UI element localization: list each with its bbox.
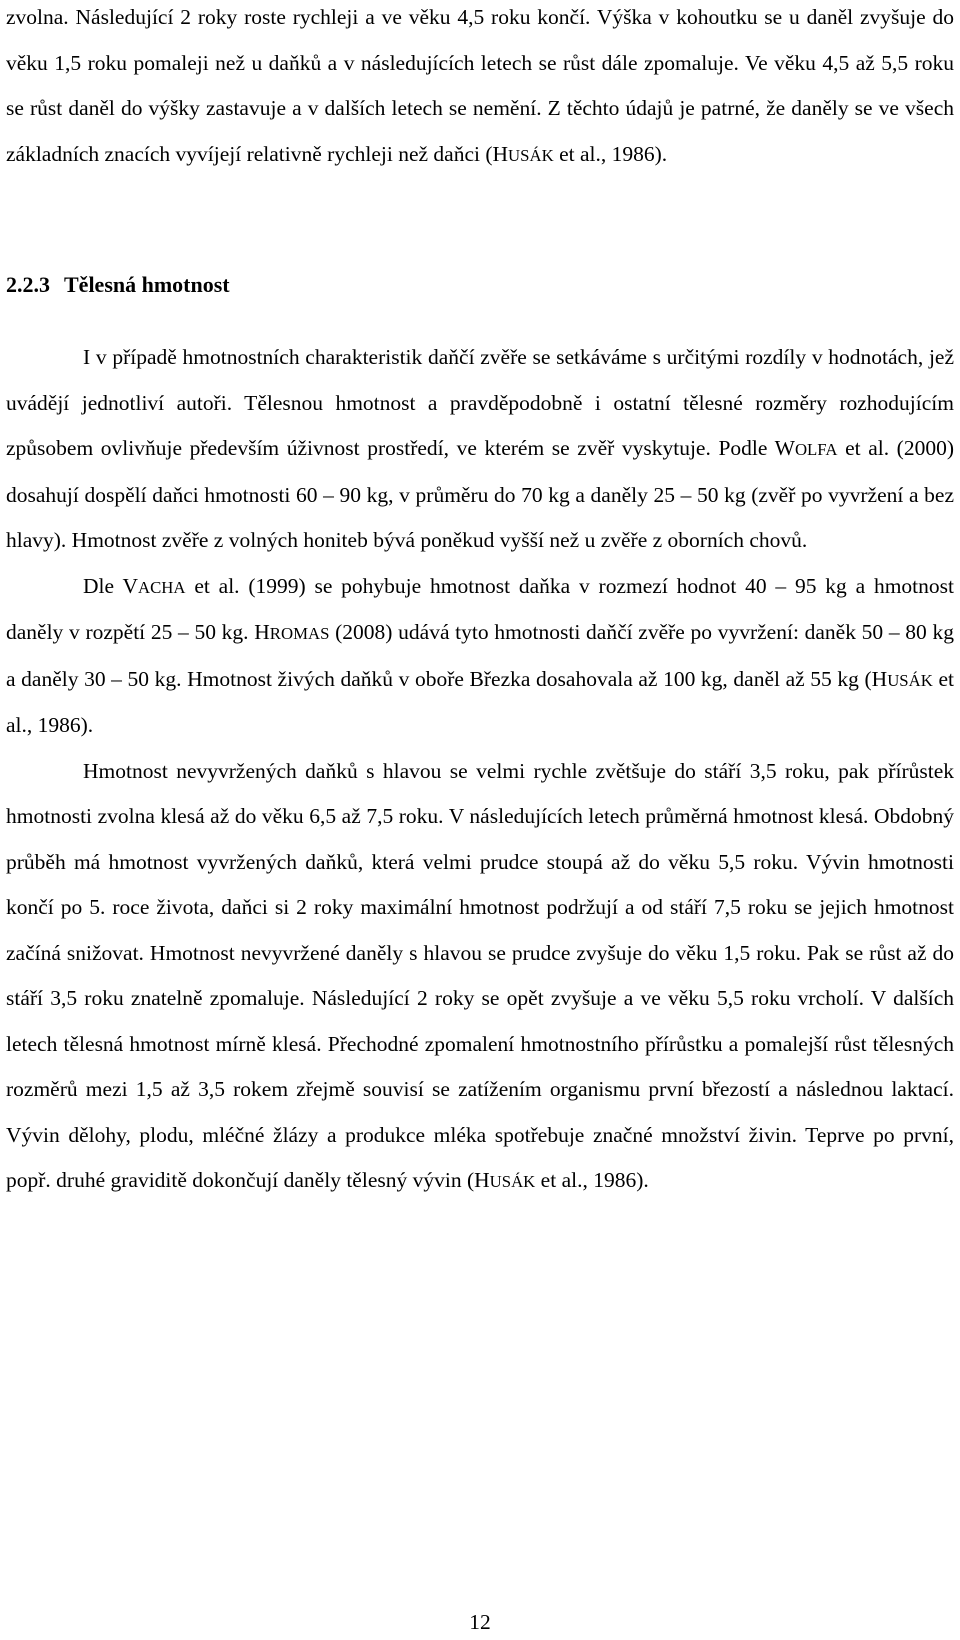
citation-author-smallcaps: OLFA (794, 440, 838, 459)
section-number: 2.2.3 (6, 272, 50, 297)
paragraph-text: et al., 1986). (535, 1168, 649, 1192)
citation-author-initial: H (474, 1168, 490, 1192)
citation-author-initial: W (774, 436, 795, 460)
body-text (6, 335, 954, 1205)
paragraph-text: et al. (2000) dosahují dospělí daňci hmotnosti 60 – 90 kg, v průměru do 70 kg a daněly 25 – 50 kg (zvěř po vyvržení a bez hlavy). Hmotnost zvěře z volných honiteb bývá poněkud vyšší než u zvěře z oborních chovů. (6, 436, 955, 552)
paragraph-text: (2008) udává tyto hmotnosti daňčí zvěře po vyvržení: daněk 50 – 80 kg a daněly 30 – 50 kg. Hmotnost živých daňků v oboře Březka dosahovala až 100 kg, daněl až 55 kg ( (6, 620, 954, 691)
paragraph-text: Hmotnost nevyvržených daňků s hlavou se velmi rychle zvětšuje do stáří 3,5 roku, pak přírůstek hmotnosti zvolna klesá až do věku 6,5 až 7,5 roku. V následujících letech průměrná hmotnost klesá. Obdobný průběh má hmotnost vyvržených daňků, která velmi prudce stoupá až do věku 5,5 roku. Vývin hmotnosti končí po 5. roce života, daňci si 2 roky maximální hmotnost podržují a od stáří 7,5 roku se jejich hmotnost začíná snižovat. Hmotnost nevyvržené daněly s hlavou se prudce zvyšuje do věku 1,5 roku. Pak se růst až do stáří 3,5 roku znatelně zpomaluje. Následující 2 roky se opět zvyšuje a ve věku 5,5 roku vrcholí. V dalších letech tělesná hmotnost mírně klesá. Přechodné zpomalení hmotnostního přírůstku a pomalejší růst tělesných rozměrů mezi 1,5 až 3,5 rokem zřejmě souvisí se zatížením organismu první březostí a následnou laktací. Vývin dělohy, plodu, mléčné žlázy a produkce mléka spotřebuje značné množství živin. Teprve po první, popř. druhé graviditě dokončují daněly tělesný vývin ( (6, 758, 954, 1192)
paragraph-body-weight-intro (6, 335, 954, 564)
citation-author-smallcaps: USÁK (508, 145, 554, 165)
paragraph-weight-ranges (6, 564, 954, 749)
paragraph-text: zvolna. Následující 2 roky roste rychleji a ve věku 4,5 roku končí. Výška v kohoutku se u daněl zvyšuje do věku 1,5 roku pomaleji než u daňků a v následujících letech se růst dále zpomaluje. Ve věku 4,5 až 5,5 roku se růst daněl do výšky zastavuje a v dalších letech se nemění. Z těchto údajů je patrné, že daněly se ve všech základních znacích vyvíjejí relativně rychleji než daňci ( (6, 5, 954, 166)
citation-author-smallcaps: ROMAS (269, 624, 330, 643)
page-number: 12 (469, 1610, 491, 1634)
citation-author-smallcaps: USÁK (489, 1172, 536, 1191)
paragraph-text: Dle (83, 573, 123, 598)
citation-author-initial: H (871, 666, 888, 691)
paragraph-text: et al. (1999) se pohybuje hmotnost daňka v rozmezí hodnot 40 – 95 kg a hmotnost daněly v rozpětí 25 – 50 kg. (6, 573, 954, 644)
paragraph-text: I v případě hmotnostních charakteristik daňčí zvěře se setkáváme s určitými rozdíly v hodnotách, jež uvádějí jednotliví autoři. Tělesnou hmotnost a pravděpodobně i ostatní tělesné rozměry rozhodujícím způsobem ovlivňuje především úživnost prostředí, ve kterém se zvěř vyskytuje. Podle (6, 345, 954, 460)
paragraph-weight-development (6, 749, 954, 1205)
citation-author-smallcaps: ACHA (138, 577, 186, 597)
paragraph-text: et al., 1986). (6, 666, 954, 737)
paragraph-text: et al., 1986). (553, 141, 668, 166)
citation-author-initial: H (492, 141, 509, 166)
section-title: Tělesná hmotnost (64, 272, 230, 297)
section-heading (6, 270, 230, 300)
citation-author-smallcaps: USÁK (887, 670, 933, 690)
citation-author-initial: H (254, 620, 270, 644)
top-paragraph (6, 0, 954, 178)
citation-author-initial: V (122, 573, 138, 598)
